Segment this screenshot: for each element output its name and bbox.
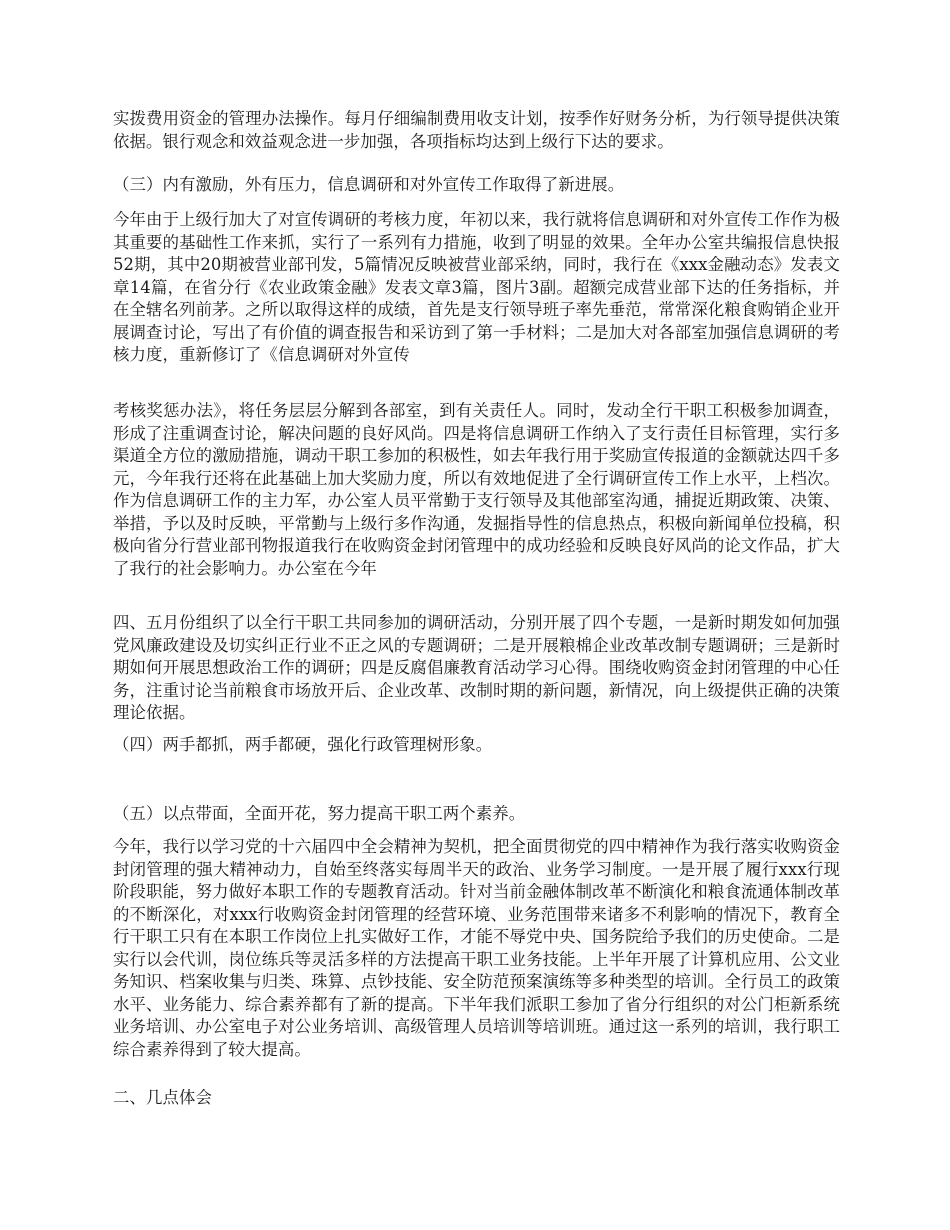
heading-experiences: 二、几点体会	[113, 1088, 212, 1107]
paragraph-expense-management: 实拨费用资金的管理办法操作。每月仔细编制费用收支计划，按季作好财务分析，为行领导提供决策依据。银行观念和效益观念进一步加强，各项指标均达到上级行下达的要求。	[113, 109, 840, 151]
paragraph-incentive-measures: 考核奖惩办法》，将任务层层分解到各部室，到有关责任人。同时，发动全行干职工积极参加调查，形成了注重调查讨论，解决问题的良好风尚。四是将信息调研工作纳入了支行责任目标管理，实行多渠道全方位的激励措施，调动干职工参加的积极性，如去年我行用于奖励宣传报道的金额就达四千多元，今年我行还将在此基础上加大奖励力度，所以有效地促进了全行调研宣传工作上水平，上档次。作为信息调研工作的主力军，办公室人员平常勤于支行领导及其他部室沟通，捕捉近期政策、决策、举措，予以及时反映，平常勤与上级行多作沟通，发掘指导性的信息热点，积极向新闻单位投稿，积极向省分行营业部刊物报道我行在收购资金封闭管理中的成功经验和反映良好风尚的论文作品，扩大了我行的社会影响力。办公室在今年	[113, 401, 840, 578]
heading-section-5: （五）以点带面，全面开花，努力提高干职工两个素养。	[113, 804, 526, 823]
paragraph-study-training: 今年，我行以学习党的十六届四中全会精神为契机，把全面贯彻党的四中精神作为我行落实收购资金封闭管理的强大精神动力，自始至终落实每周半天的政治、业务学习制度。一是开展了履行xxx行现阶段职能，努力做好本职工作的专题教育活动。针对当前金融体制改革不断演化和粮食流通体制改革的不断深化，对xxx行收购资金封闭管理的经营环境、业务范围带来诸多不利影响的情况下，教育全行干职工只有在本职工作岗位上扎实做好工作，才能不辱党中央、国务院给予我们的历史使命。二是实行以会代训，岗位练兵等灵活多样的方法提高干职工业务技能。上半年开展了计算机应用、公文业务知识、档案收集与归类、珠算、点钞技能、安全防范预案演练等多种类型的培训。全行员工的政策水平、业务能力、综合素养都有了新的提高。下半年我们派职工参加了省分行组织的对公门柜新系统业务培训、办公室电子对公业务培训、高级管理人员培训等培训班。通过这一系列的培训，我行职工综合素养得到了较大提高。	[113, 837, 840, 1059]
heading-section-3: （三）内有激励，外有压力，信息调研和对外宣传工作取得了新进展。	[113, 175, 625, 194]
heading-section-4: （四）两手都抓，两手都硬，强化行政管理树形象。	[113, 735, 493, 754]
paragraph-research-activities: 四、五月份组织了以全行干职工共同参加的调研活动，分别开展了四个专题，一是新时期发如何加强党风廉政建设及切实纠正行业不正之风的专题调研；二是开展粮棉企业改革改制专题调研；三是新时期如何开展思想政治工作的调研；四是反腐倡廉教育活动学习心得。围绕收购资金封闭管理的中心任务，注重讨论当前粮食市场放开后、企业改革、改制时期的新问题，新情况，向上级提供正确的决策理论依据。	[113, 613, 840, 722]
paragraph-research-publicity: 今年由于上级行加大了对宣传调研的考核力度，年初以来，我行就将信息调研和对外宣传工作作为极其重要的基础性工作来抓，实行了一系列有力措施，收到了明显的效果。全年办公室共编报信息快报52期，其中20期被营业部刊发，5篇情况反映被营业部采纳，同时，我行在《xxx金融动态》发表文章14篇，在省分行《农业政策金融》发表文章3篇，图片3副。超额完成营业部下达的任务指标，并在全辖名列前茅。之所以取得这样的成绩，首先是支行领导班子率先垂范，常常深化粮食购销企业开展调查讨论，写出了有价值的调查报告和采访到了第一手材料；二是加大对各部室加强信息调研的考核力度，重新修订了《信息调研对外宣传	[113, 210, 840, 364]
